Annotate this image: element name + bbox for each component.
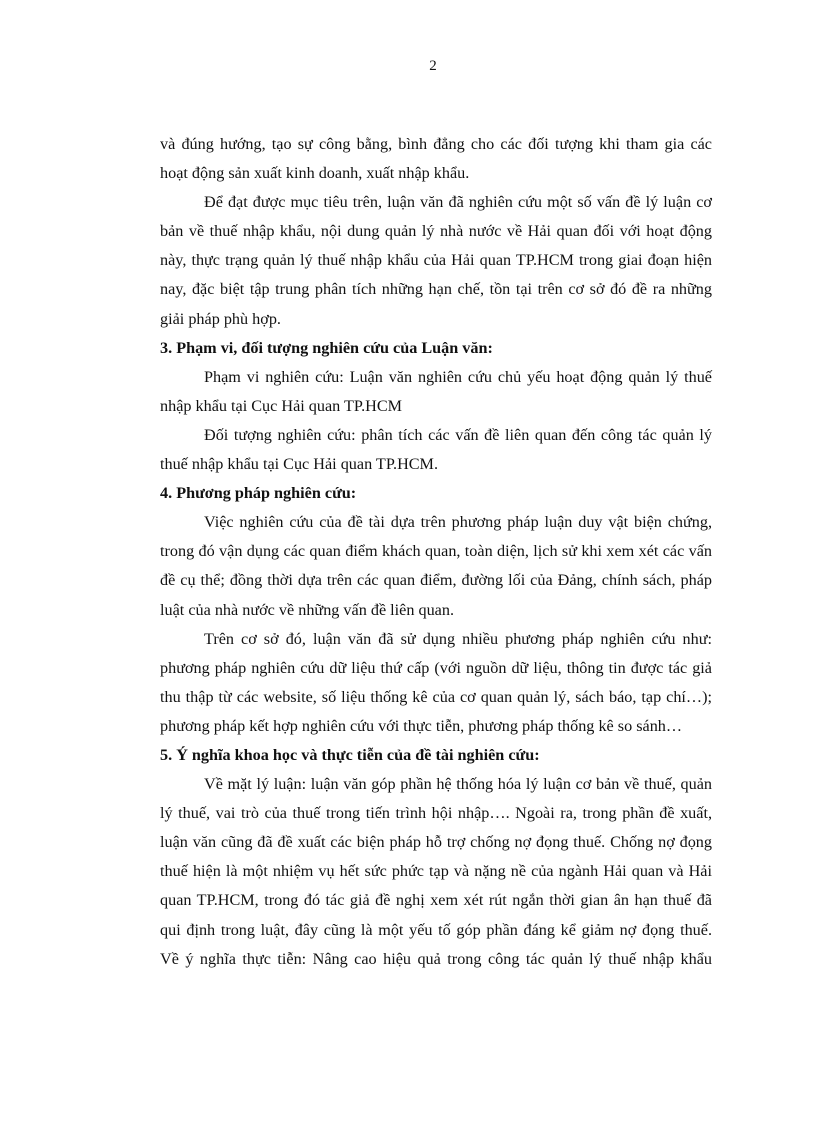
paragraph-line: lý thuế, vai trò của thuế trong tiến trình hội nhập…. Ngoài ra, trong phần đề xuất,	[160, 804, 712, 823]
paragraph-line: phương pháp nghiên cứu dữ liệu thứ cấp (với nguồn dữ liệu, thông tin được tác giả	[160, 658, 712, 677]
section-heading: 5. Ý nghĩa khoa học và thực tiễn của đề tài nghiên cứu:	[160, 745, 540, 764]
paragraph-line: đề cụ thể; đồng thời dựa trên các quan điểm, đường lối của Đảng, chính sách, pháp	[160, 571, 712, 590]
page-number: 2	[429, 58, 437, 74]
paragraph-line: trong đó vận dụng các quan điểm khách quan, toàn diện, lịch sử khi xem xét các vấn	[160, 542, 712, 561]
paragraph-line-last: luật của nhà nước về những vấn đề liên quan.	[160, 600, 455, 619]
paragraph-line: luận văn cũng đã đề xuất các biện pháp hỗ trợ chống nợ đọng thuế. Chống nợ đọng	[160, 833, 712, 852]
paragraph-line-last: phương pháp kết hợp nghiên cứu với thực tiễn, phương pháp thống kê so sánh…	[160, 716, 683, 735]
paragraph-line: thu thập từ các website, số liệu thống kê của cơ quan quản lý, sách báo, tạp chí…);	[160, 687, 712, 706]
paragraph-line: Về ý nghĩa thực tiễn: Nâng cao hiệu quả trong công tác quản lý thuế nhập khẩu	[160, 949, 712, 968]
paragraph-line: bản về thuế nhập khẩu, nội dung quản lý nhà nước về Hải quan đối với hoạt động	[160, 222, 712, 241]
paragraph-line-last: nhập khẩu tại Cục Hải quan TP.HCM	[160, 396, 403, 415]
paragraph-line: thuế hiện là một nhiệm vụ hết sức phức tạp và nặng nề của ngành Hải quan và Hải	[160, 862, 712, 881]
paragraph-line-indented: Để đạt được mục tiêu trên, luận văn đã nghiên cứu một số vấn đề lý luận cơ	[204, 193, 712, 212]
paragraph-line-indented: Phạm vi nghiên cứu: Luận văn nghiên cứu chủ yếu hoạt động quản lý thuế	[204, 367, 712, 386]
paragraph-line-last: giải pháp phù hợp.	[160, 309, 281, 328]
paragraph-line-last: thuế nhập khẩu tại Cục Hải quan TP.HCM.	[160, 455, 438, 474]
paragraph-line-indented: Việc nghiên cứu của đề tài dựa trên phương pháp luận duy vật biện chứng,	[204, 513, 712, 532]
document-body	[160, 130, 712, 974]
paragraph-line: qui định trong luật, đây cũng là một yếu tố góp phần đáng kể giảm nợ đọng thuế.	[160, 920, 712, 939]
paragraph-line: nay, đặc biệt tập trung phân tích những hạn chế, tồn tại trên cơ sở đó đề ra những	[160, 280, 712, 299]
section-heading: 4. Phương pháp nghiên cứu:	[160, 484, 357, 503]
paragraph-line-indented: Trên cơ sở đó, luận văn đã sử dụng nhiều phương pháp nghiên cứu như:	[204, 629, 712, 648]
paragraph-line-last: hoạt động sản xuất kinh doanh, xuất nhập khẩu.	[160, 164, 470, 183]
paragraph-line-indented: Đối tượng nghiên cứu: phân tích các vấn đề liên quan đến công tác quản lý	[204, 425, 712, 444]
paragraph-line: và đúng hướng, tạo sự công bằng, bình đẳng cho các đối tượng khi tham gia các	[160, 135, 712, 153]
paragraph-line-indented: Về mặt lý luận: luận văn góp phần hệ thống hóa lý luận cơ bản về thuế, quản	[204, 775, 712, 794]
section-heading: 3. Phạm vi, đối tượng nghiên cứu của Luận văn:	[160, 338, 493, 357]
paragraph-line: này, thực trạng quản lý thuế nhập khẩu của Hải quan TP.HCM trong giai đoạn hiện	[160, 251, 712, 270]
paragraph-line: quan TP.HCM, trong đó tác giả đề nghị xem xét rút ngắn thời gian ân hạn thuế đã	[160, 891, 712, 910]
